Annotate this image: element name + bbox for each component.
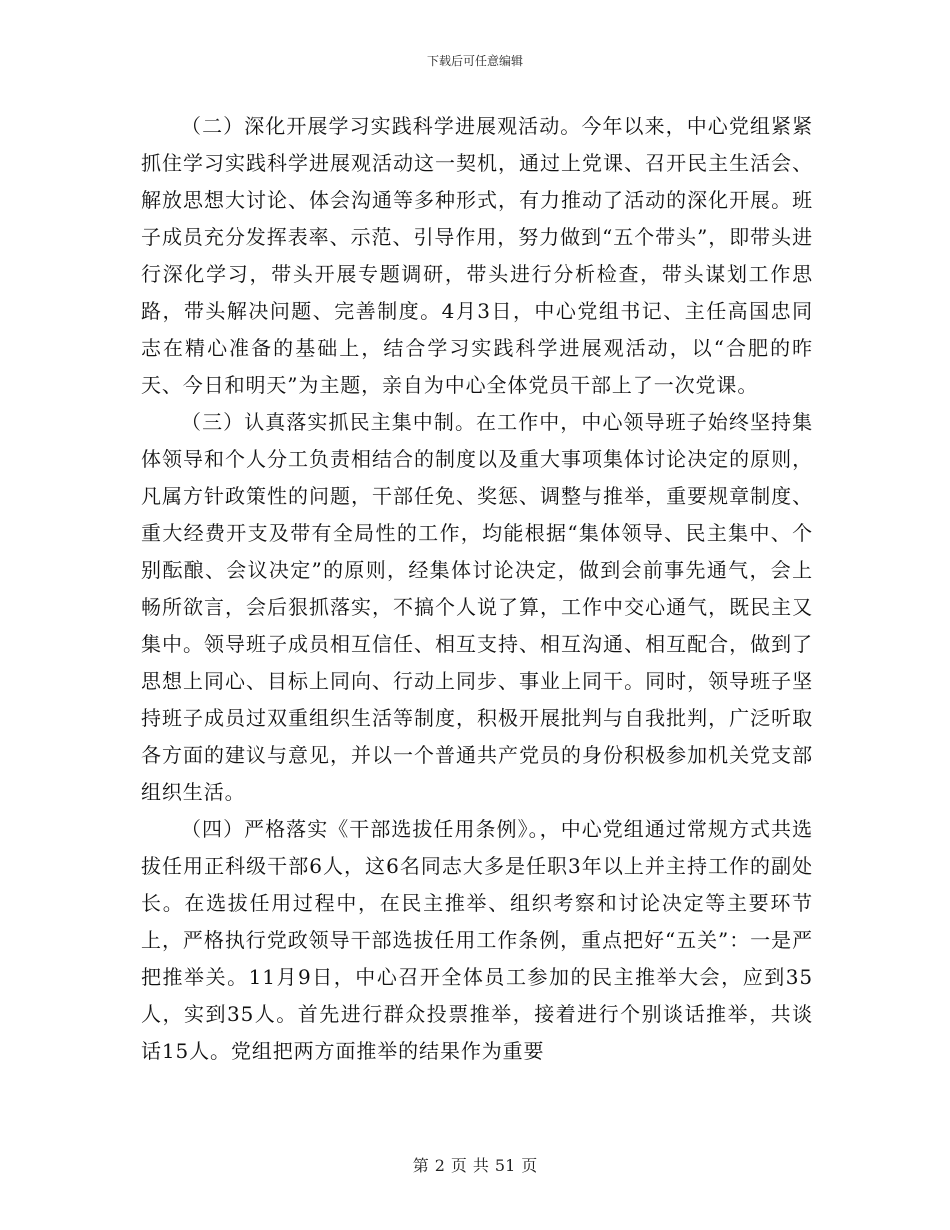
paragraph-4: （四）严格落实《干部选拔任用条例》。，中心党组通过常规方式共选拔任用正科级干部6人，这6名同志大多是任职3年以上并主持工作的副处长。在选拔任用过程中，在民主推举、组织考察和讨论决定等主要环节上，严格执行党政领导干部选拔任用工作条例，重点把好“五关”：一是严把推举关。11月9日，中心召开全体员工参加的民主推举大会，应到35人，实到35人。首先进行群众投票推举，接着进行个别谈话推举，共谈话15人。党组把两方面推举的结果作为重要 xyxy=(141,817,813,1063)
document-body xyxy=(141,108,813,1070)
footer-label-total: 共 xyxy=(472,1156,489,1175)
page-header: 下载后可任意编辑 xyxy=(426,54,523,68)
footer-label-unit-end: 页 xyxy=(521,1156,538,1175)
page-number-footer xyxy=(0,1156,950,1176)
paragraph-3: （三）认真落实抓民主集中制。在工作中，中心领导班子始终坚持集体领导和个人分工负责相结合的制度以及重大事项集体讨论决定的原则，凡属方针政策性的问题，干部任免、奖惩、调整与推举，重要规章制度、重大经费开支及带有全局性的工作，均能根据“集体领导、民主集中、个别酝酿、会议决定”的原则，经集体讨论决定，做到会前事先通气，会上畅所欲言，会后狠抓落实，不搞个人说了算，工作中交心通气，既民主又集中。领导班子成员相互信任、相互支持、相互沟通、相互配合，做到了思想上同心、目标上同向、行动上同步、事业上同干。同时，领导班子坚持班子成员过双重组织生活等制度，积极开展批判与自我批判，广泛听取各方面的建议与意见，并以一个普通共产党员的身份积极参加机关党支部组织生活。 xyxy=(141,410,813,804)
footer-label-page: 第 xyxy=(412,1156,429,1175)
footer-label-unit: 页 xyxy=(450,1156,467,1175)
footer-total-pages: 51 xyxy=(494,1156,516,1175)
paragraph-2: （二）深化开展学习实践科学进展观活动。今年以来，中心党组紧紧抓住学习实践科学进展观活动这一契机，通过上党课、召开民主生活会、解放思想大讨论、体会沟通等多种形式，有力推动了活动的深化开展。班子成员充分发挥表率、示范、引导作用，努力做到“五个带头”，即带头进行深化学习，带头开展专题调研，带头进行分析检查，带头谋划工作思路，带头解决问题、完善制度。4月3日，中心党组书记、主任高国忠同志在精心准备的基础上，结合学习实践科学进展观活动，以“合肥的昨天、今日和明天”为主题，亲自为中心全体党员干部上了一次党课。 xyxy=(141,114,813,397)
footer-current-page: 2 xyxy=(434,1156,445,1175)
